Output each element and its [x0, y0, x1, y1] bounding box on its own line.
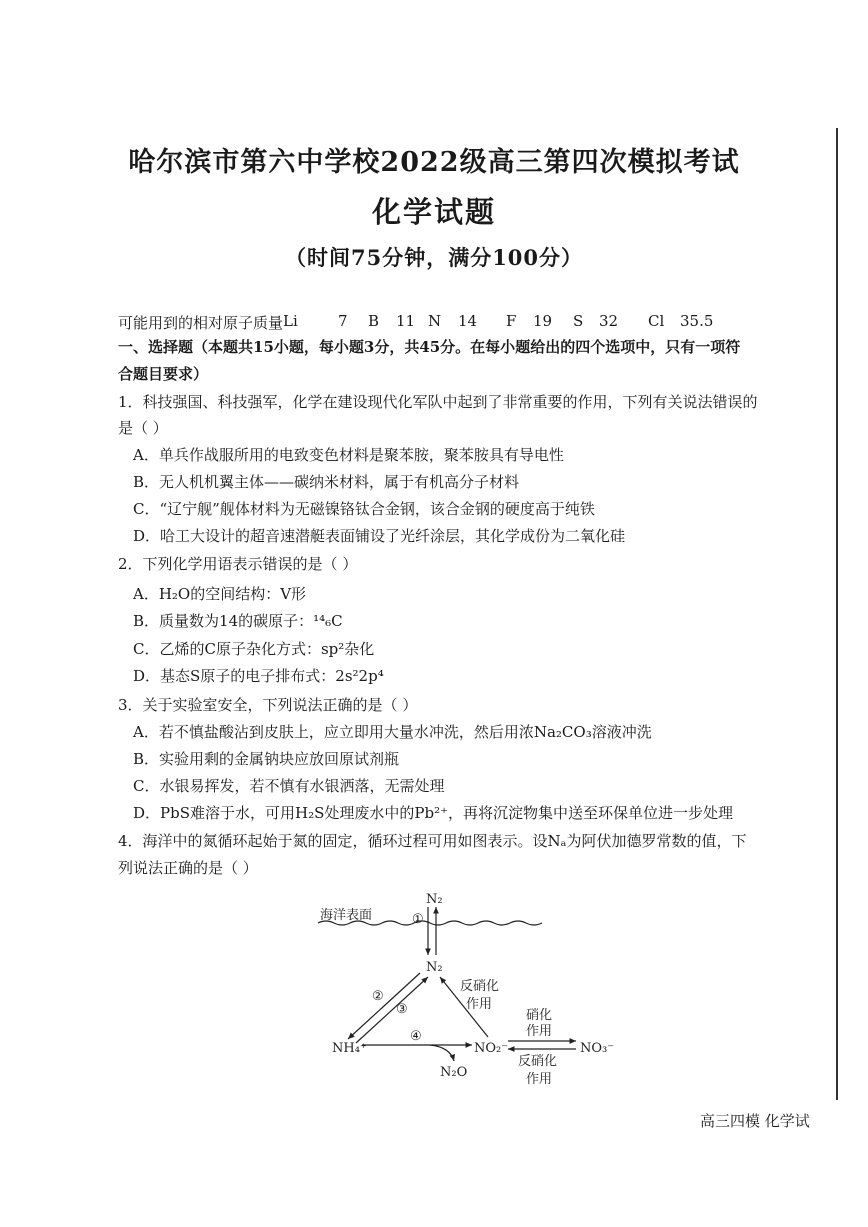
step-1-label: ①: [412, 912, 424, 927]
n2o-label: N₂O: [440, 1065, 468, 1080]
atomic-mass-label: 可能用到的相对原子质量: [118, 314, 284, 332]
nitrif-line2: 作用: [526, 1024, 553, 1039]
no2-label: NO₂⁻: [474, 1041, 509, 1056]
question-1-option-c: C．“辽宁舰”舰体材料为无磁镍铬钛合金钢，该合金钢的硬度高于纯铁: [133, 500, 595, 518]
denitrif-bot-line2: 作用: [526, 1072, 553, 1087]
question-3-option-c: C．水银易挥发，若不慎有水银洒落，无需处理: [133, 777, 445, 795]
no3-label: NO₃⁻: [580, 1041, 615, 1056]
question-2-option-a: A．H₂O的空间结构：V形: [133, 585, 307, 603]
element-mass: 32: [599, 312, 619, 330]
question-3-option-a: A．若不慎盐酸沾到皮肤上，应立即用大量水冲洗，然后用浓Na₂CO₃溶液冲洗: [133, 723, 652, 741]
element-symbol: F: [506, 312, 517, 330]
step-2-label: ②: [372, 989, 384, 1004]
question-1-stem-cont: 是（ ）: [118, 419, 168, 437]
subject-title: 化学试题: [371, 195, 496, 229]
arrow-n2o: [430, 1045, 454, 1061]
element-mass: 7: [338, 312, 348, 330]
question-3-option-d: D．PbS难溶于水，可用H₂S处理废水中的Pb²⁺，再将沉淀物集中送至环保单位进一步处理: [133, 804, 733, 822]
denitrif-bot-line1: 反硝化: [518, 1054, 558, 1069]
nitrogen-cycle-diagram: [300, 885, 630, 1095]
question-1-option-a: A．单兵作战服所用的电致变色材料是聚苯胺，聚苯胺具有导电性: [133, 446, 564, 464]
time-info: （时间75分钟，满分100分）: [284, 245, 584, 270]
n2-mid-label: N₂: [426, 960, 443, 975]
question-3-stem: 3．关于实验室安全，下列说法正确的是（ ）: [118, 696, 418, 714]
sea-surface-label: 海洋表面: [320, 908, 373, 923]
question-3-option-b: B．实验用剩的金属钠块应放回原试剂瓶: [133, 750, 400, 768]
question-2-stem: 2．下列化学用语表示错误的是（ ）: [118, 555, 358, 573]
element-mass: 11: [396, 312, 416, 330]
section-heading-cont: 合题目要求）: [118, 365, 209, 383]
section-heading: 一、选择题（本题共15小题，每小题3分，共45分。在每小题给出的四个选项中，只有一项符: [118, 338, 741, 356]
nh4-label: NH₄⁺: [332, 1041, 367, 1056]
question-2-option-b: B．质量数为14的碳原子：¹⁴₆C: [133, 612, 343, 630]
element-mass: 35.5: [680, 312, 714, 330]
question-2-option-c: C．乙烯的C原子杂化方式：sp²杂化: [133, 640, 375, 658]
question-1-stem: 1．科技强国、科技强军，化学在建设现代化军队中起到了非常重要的作用，下列有关说法错误的: [118, 393, 758, 411]
nitrif-line1: 硝化: [526, 1008, 553, 1023]
element-symbol: B: [368, 312, 380, 330]
page-footer: 高三四模 化学试: [700, 1112, 810, 1130]
page-edge-rule: [836, 128, 838, 1100]
question-4-stem: 4．海洋中的氮循环起始于氮的固定，循环过程可用如图表示。设Nₐ为阿伏加德罗常数的值，下: [118, 832, 747, 850]
question-1-option-d: D．哈工大设计的超音速潜艇表面铺设了光纤涂层，其化学成份为二氧化硅: [133, 527, 626, 545]
element-symbol: S: [573, 312, 584, 330]
element-mass: 19: [533, 312, 553, 330]
denitrif-top-line1: 反硝化: [460, 979, 500, 994]
question-1-option-b: B．无人机机翼主体——碳纳米材料，属于有机高分子材料: [133, 473, 520, 491]
element-symbol: N: [428, 312, 442, 330]
element-mass: 14: [458, 312, 478, 330]
n2-top-label: N₂: [426, 892, 443, 907]
denitrif-top-line2: 作用: [466, 997, 493, 1012]
question-4-stem-cont: 列说法正确的是（ ）: [118, 859, 258, 877]
element-symbol: Li: [283, 312, 298, 330]
question-2-option-d: D．基态S原子的电子排布式：2s²2p⁴: [133, 667, 384, 685]
element-symbol: Cl: [648, 312, 665, 330]
step-4-label: ④: [410, 1029, 422, 1044]
step-3-label: ③: [396, 1002, 408, 1017]
exam-title: 哈尔滨市第六中学校2022级高三第四次模拟考试: [128, 147, 740, 178]
